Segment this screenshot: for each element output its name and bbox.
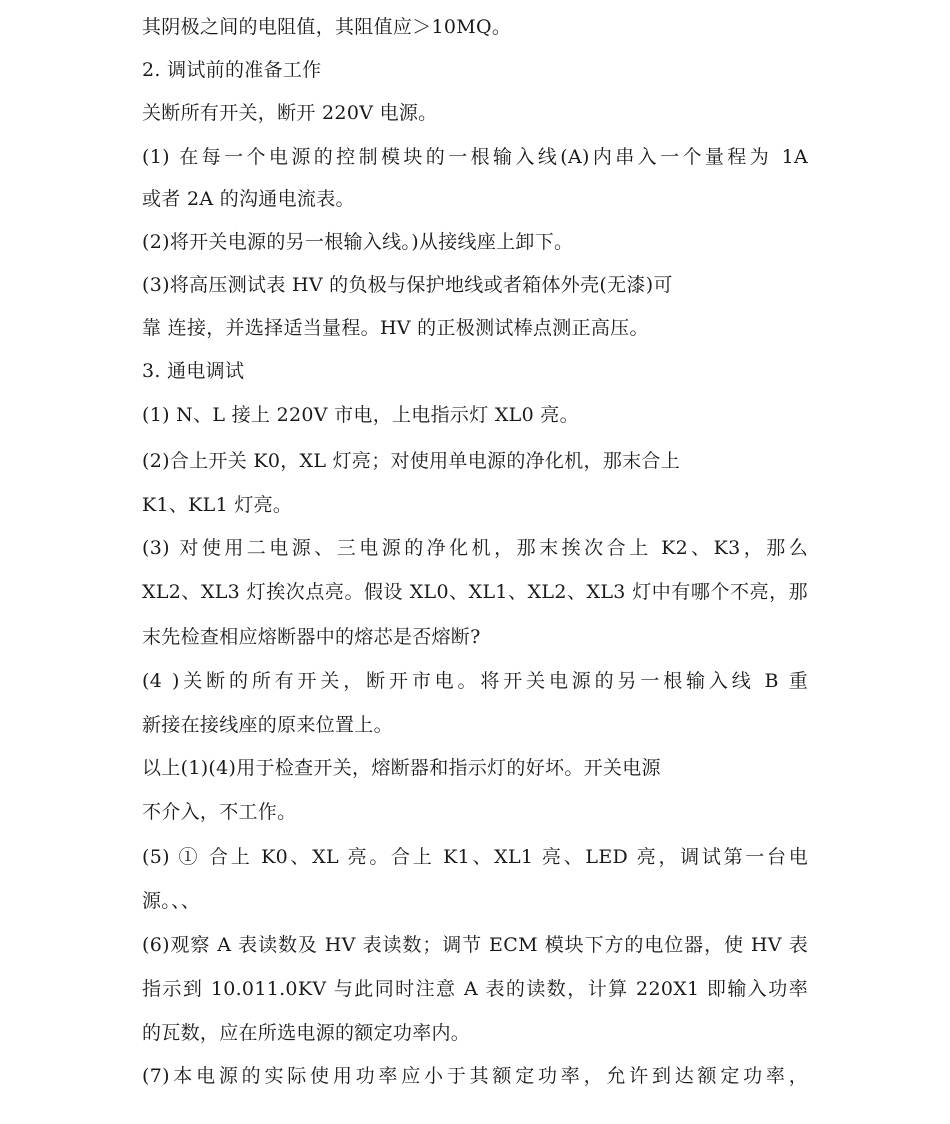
text-line: (6)观察 A 表读数及 HV 表读数；调节 ECM 模块下方的电位器，使 HV 表	[142, 934, 808, 956]
text-line: (2)合上开关 K0，XL 灯亮；对使用单电源的净化机，那末合上	[142, 450, 681, 472]
text-line: 指示到 10.011.0KV 与此同时注意 A 表的读数，计算 220X1 即输入功率	[142, 978, 808, 1000]
text-line: (3)将高压测试表 HV 的负极与保护地线或者箱体外壳(无漆)可	[142, 274, 673, 296]
text-line: 不介入，不工作。	[142, 801, 297, 823]
section-heading: 3. 通电调试	[142, 360, 245, 382]
text-line: (7)本电源的实际使用功率应小于其额定功率，允许到达额定功率，	[142, 1065, 808, 1087]
text-line: 的瓦数，应在所选电源的额定功率内。	[142, 1022, 471, 1044]
text-line: 末先检查相应熔断器中的熔芯是否熔断?	[142, 626, 481, 648]
text-line: 源。、、	[142, 890, 201, 912]
text-line: K1、KL1 灯亮。	[142, 494, 293, 516]
text-line: 或者 2A 的沟通电流表。	[142, 188, 355, 210]
text-line: 新接在接线座的原来位置上。	[142, 714, 393, 736]
text-line: 靠 连接，并选择适当量程。HV 的正极测试棒点测正高压。	[142, 317, 649, 339]
text-line: (5) ① 合上 K0、XL 亮。合上 K1、XL1 亮、LED 亮，调试第一台电	[142, 846, 808, 868]
text-line: (2)将开关电源的另一根输入线。)从接线座上卸下。	[142, 231, 574, 253]
section-heading: 2. 调试前的准备工作	[142, 59, 322, 81]
text-line: (3) 对使用二电源、三电源的净化机，那末挨次合上 K2、K3，那么	[142, 537, 808, 559]
text-line: (1) N、L 接上 220V 市电，上电指示灯 XL0 亮。	[142, 404, 579, 426]
text-line: (4 )关断的所有开关，断开市电。将开关电源的另一根输入线 B 重	[142, 670, 808, 692]
text-line: (1) 在每一个电源的控制模块的一根输入线(A)内串入一个量程为 1A	[142, 146, 808, 168]
text-line: 以上(1)(4)用于检查开关，熔断器和指示灯的好坏。开关电源	[142, 757, 661, 779]
text-line: XL2、XL3 灯挨次点亮。假设 XL0、XL1、XL2、XL3 灯中有哪个不亮，那	[142, 581, 808, 603]
text-line: 关断所有开关，断开 220V 电源。	[142, 102, 438, 124]
text-line: 其阴极之间的电阻值，其阻值应＞10MQ。	[142, 16, 512, 38]
